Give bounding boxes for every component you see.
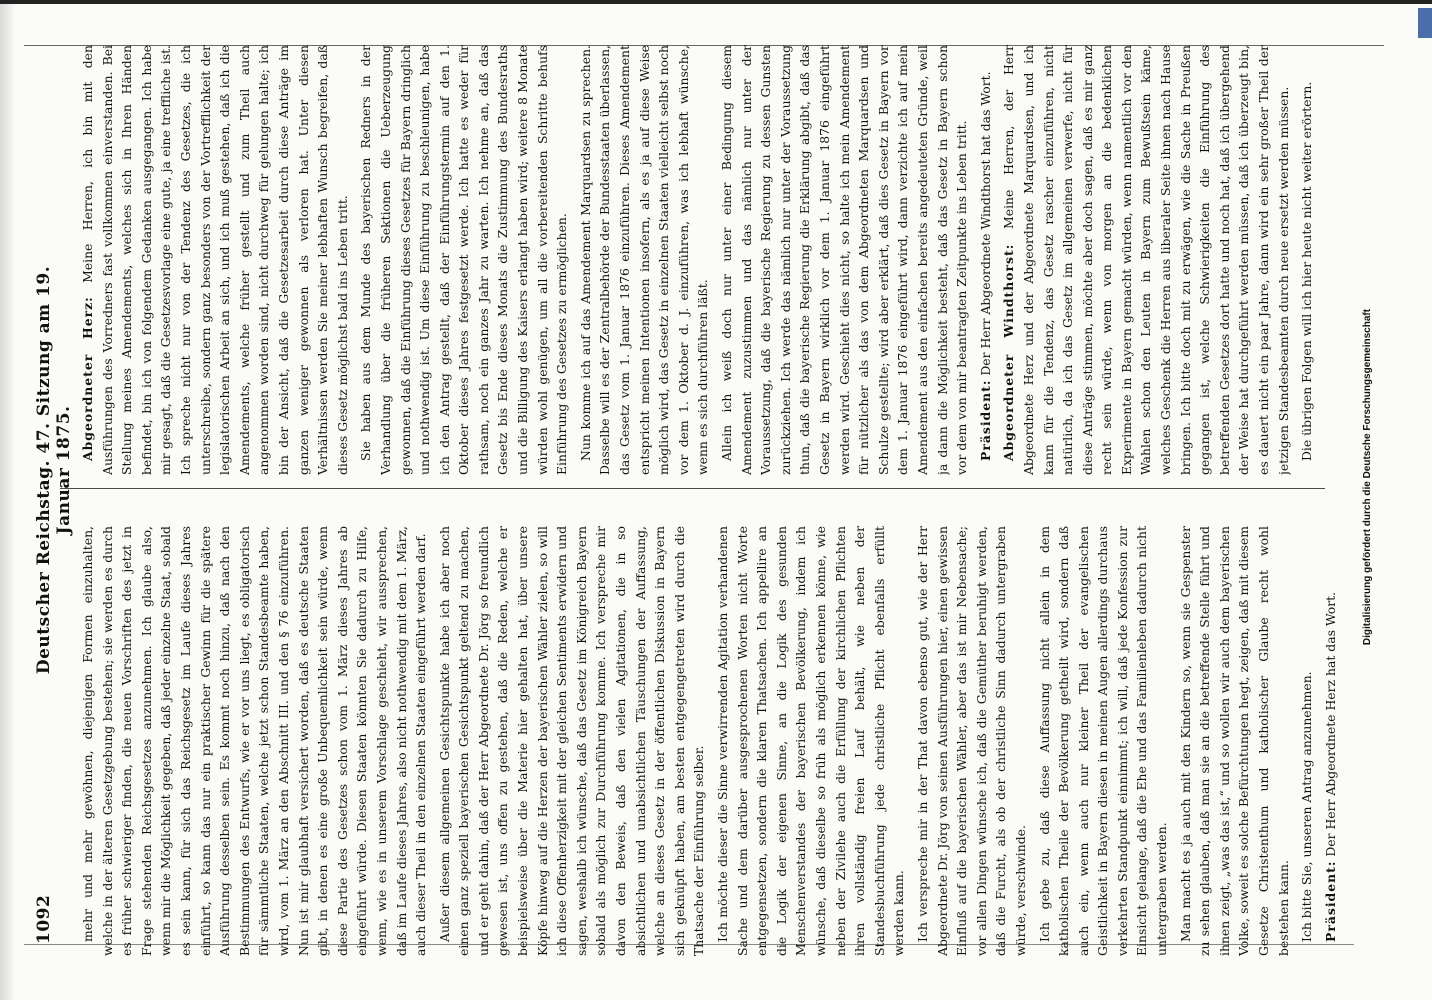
running-title: Deutscher Reichstag. 47. Sitzung am 19. Januar 1875.: [34, 265, 74, 675]
dfg-logo: [1418, 8, 1432, 38]
paragraph: [78, 526, 431, 956]
speaker-name: Abgeordneter Herz:: [80, 296, 95, 461]
paragraph: [976, 45, 996, 475]
paragraph: [1176, 526, 1294, 956]
paragraph-text: Der Herr Abgeordnete Herz hat das Wort.: [1322, 591, 1338, 857]
paragraph-text: Ich gebe zu, daß diese Auffassung nicht allein in dem katholischen Theile der Bevölkerung getheilt wird, sondern daß auch ein, wenn auch nur kleiner Theil der evangelischen Geistlichkeit in Bayern diesen in meinen Augen allerdings durchaus verkehrten Standpunkt einnimmt; ich will, daß jede Konfession zur Einsicht gelange, daß die Ehe und das Familienleben dadurch nicht untergraben werden.: [1036, 526, 1170, 956]
paragraph: [1297, 526, 1317, 956]
paragraph: [78, 45, 352, 475]
paragraph-text: Der Herr Abgeordnete Windthorst hat das Wort.: [977, 71, 993, 376]
scan-border: [0, 0, 1432, 4]
paragraph: [1321, 526, 1341, 956]
speaker-name: Präsident:: [1322, 860, 1338, 942]
paragraph: [1035, 526, 1172, 956]
paragraph: [356, 45, 572, 475]
paragraph-text: Man macht es ja auch mit den Kindern so, wenn sie Gespenster zu sehen glauben, daß man sie an die betreffende Stelle führt und ihnen zeigt, „was das ist,“ und so wollen wir auch dem bayerischen Volke, soweit es solche Befürchtungen hegt, zeigen, daß mit diesem Gesetze Christenthum und katholischer Glaube recht wohl bestehen kann.: [1177, 526, 1291, 956]
paragraph-text: Meine Herren, der Herr Abgeordnete Herz und der Abgeordnete Marquardsen, und ich kann für die Tendenz, das Gesetz rascher einzuführen, nicht natürlich, da ich das Gesetz im allgemeinen verwerfe, nicht für diese Anträge stimmen, möchte aber doch sagen, daß es mir ganz recht sein würde, wenn von morgen an die bedenklichen Experimente in Bayern gemacht würden, wenn namentlich vor den Wahlen schon den Leuten in Bayern zum Bewußtsein käme, welches Geschenk die Herren aus liberaler Seite ihnen nach Hause bringen. Ich bitte doch mit zu erwägen, wie die Sache in Preußen gegangen ist, welche Schwierigkeiten die Einführung des betreffenden Gesetzes dort hatte und noch hat, daß ich übergehend der Weise hat durchgeführt werden müssen, daß ich überzeugt bin, es dauert nicht ein paar Jahre, dann wird ein sehr großer Theil der jetzigen Standesbeamten durch neue ersetzt werden müssen.: [1001, 45, 1291, 475]
paragraph-text: Die übrigen Folgen will ich hier heute nicht weiter erörtern.: [1299, 81, 1315, 461]
paragraph: [576, 45, 713, 475]
paragraph-text: Allein ich weiß doch nur unter einer Bedingung diesem Amendement zuzustimmen und das nämlich nur unter der Voraussetzung, daß die bayerische Regierung zu dessen Gunsten zurückziehen. Ich werde das nämlich nur unter der Voraussetzung thun, daß die bayerische Regierung die Erklärung abgibt, daß das Gesetz in Bayern wirklich vor dem 1. Januar 1876 eingeführt werden wird. Geschieht dies nicht, so halte ich mein Amendement für nützlicher als das von dem Abgeordneten Marquardsen und Schulze gestellte; wird aber erklärt, daß dies Gesetz in Bayern vor dem 1. Januar 1876 eingeführt wird, dann verzichte ich auf mein Amendement aus den einfachen bereits angedeuteten Gründe, weil ja dann die Möglichkeit besteht, daß das Gesetz in Bayern schon vor dem von mir beantragten Zeitpunkte ins Leben tritt.: [719, 45, 970, 475]
page-edge-shadow: [0, 0, 14, 1000]
paragraph-text: Ich bitte Sie, unseren Antrag anzunehmen.: [1299, 671, 1315, 942]
right-column-text: [78, 45, 1317, 475]
left-column: [78, 526, 1378, 956]
speaker-name: Abgeordneter Windthorst:: [1001, 243, 1017, 461]
rotated-page-content: [16, 20, 1416, 980]
paragraph-text: Nun komme ich auf das Amendement Marquardsen zu sprechen. Dasselbe will es der Zentralbehörde der Bundesstaaten überlassen, das Gesetz vom 1. Januar 1876 einzuführen. Dieses Amendement entspricht meinen Intentionen insofern, als es ja auf diese Weise möglich wird, das Gesetz in einzelnen Staaten vielleicht selbst noch vor dem 1. Oktober d. J. einzuführen, was ich lebhaft wünsche, wenn es sich durchführen läßt.: [577, 45, 711, 475]
speaker-name: Präsident:: [977, 379, 993, 461]
paragraph-text: mehr und mehr gewöhnen, diejenigen Formen einzuhalten, welche in der älteren Gesetzgebung bestehen; sie werden es durch es früher schwieriger finden, die neuen Vorschriften des jetzt in Frage stehenden Reichsgesetzes anzunehmen. Ich glaube also, wenn mir die Möglichkeit gegeben, daß jeder einzelne Staat, sobald es sein kann, für sich das Reichsgesetz im Laufe dieses Jahres einführt, so kann das nur ein praktischer Gewinn für die spätere Ausführung desselben sein. Es kommt noch hinzu, daß nach den Bestimmungen des Entwurfs, wie er vor uns liegt, es obligatorisch für sämmtliche Staaten, welche jetzt schon Standesbeamte haben, wird, vom 1. März an den Abschnitt III. und den § 76 einzuführen. Nun ist mir glaubhaft versichert worden, daß es deutsche Staaten gibt, in denen es eine große Unbequemlichkeit sein würde, wenn diese Partie des Gesetzes schon vom 1. März dieses Jahres ab eingeführt würde. Diesen Staaten könnten Sie dadurch zu Hilfe, wenn, wie es in unserem Vorschlage geschieht, wir aussprechen, daß im Laufe dieses Jahres, also nicht nothwendig mit dem 1. März, auch dieser Theil in den einzelnen Staaten eingeführt werden darf.: [80, 526, 429, 956]
paragraph-text: Meine Herren, ich bin mit den Ausführungen des Vorredners fast vollkommen einverstanden. Bei Stellung meines Amendements, welches sich in Ihren Händen befindet, bin ich von folgendem Gedanken ausgegangen. Ich habe mir gesagt, daß die Gesetzesvorlage eine gute, ja eine treffliche ist. Ich spreche nicht nur von der Tendenz des Gesetzes, die ich unterschreibe, sondern ganz besonders von der Vortrefflichkeit der legislatorischen Arbeit an sich, und ich muß gestehen, daß ich die Amendements, welche früher gestellt und zum Theil auch angenommen worden sind, nicht durchweg für gelungen halte; ich bin der Ansicht, daß die Gesetzesarbeit durch diese Anträge im ganzen weniger gewonnen als verloren hat. Unter diesen Verhältnissen werden Sie meiner lebhaften Wunsch begreifen, daß dieses Gesetz möglichst bald ins Leben tritt.: [80, 45, 350, 475]
paragraph-text: Ich möchte dieser die Sinne verwirrenden Agitation verhandenen Sache und dem darüber ausgesprochenen Worten nicht Worte entgegensetzen, sondern die klaren Thatsachen. Ich appellire an die Logik der eigenen Sinne, an die Logik des gesunden Menschenverstandes der bayerischen Bevölkerung, indem ich wünsche, daß dieselbe so früh als möglich erkennen könne, wie neben der Zivilehe auch die Erfüllung der kirchlichen Pflichten ihren vollständig freien Lauf behält, wie neben der Standesbuchführung jede christliche Pflicht ebenfalls erfüllt werden kann.: [715, 526, 907, 956]
paragraph-text: Außer diesem allgemeinen Gesichtspunkte habe ich aber noch einen ganz speziell bayerischen Gesichtspunkt geltend zu machen, und er geht dahin, daß der Herr Abgeordnete Dr. Jörg so freundlich gewesen ist, uns offen zu gestehen, daß die Reden, welche er beispielsweise über die Materie hier gehalten hat, über unsere Köpfe hinweg auf die Herzen der bayerischen Wähler zielen, so will ich diese Offenherzigkeit mit der gleichen Sentiments erwidern und sagen, weshalb ich wünsche, daß das Gesetz im Königreich Bayern sobald als möglich zur Durchführung komme. Ich verspreche mir davon den Beweis, daß den vielen Agitationen, die in so absichtlichen und unabsichtlichen Täuschungen der Auffassung, welche an dieses Gesetz in der öffentlichen Diskussion in Bayern sich geknüpft haben, am besten entgegengetreten wird durch die Thatsache der Einführung selber.: [436, 526, 707, 956]
paragraph: [913, 526, 1031, 956]
digitization-stamp-text: Digitalisierung gefördert durch die Deutsche Forschungsgemeinschaft: [1362, 308, 1373, 646]
paragraph: [1297, 45, 1317, 475]
paragraph: [713, 526, 909, 956]
page-number: 1092: [34, 894, 54, 944]
right-column: [78, 45, 1378, 475]
paragraph: [999, 45, 1293, 475]
paragraph: [717, 45, 972, 475]
paragraph: [435, 526, 709, 956]
paragraph-text: Sie haben aus dem Munde des bayerischen Redners in der Verhandlung über die früheren Sektionen die Ueberzeugung gewonnen, daß die Einführung dieses Gesetzes für Bayern dringlich und nothwendig ist. Um diese Einführung zu beschleunigen, habe ich den Antrag gestellt, daß der Einführungstermin auf den 1. Oktober dieses Jahres festgesetzt werde. Ich hatte es weder für rathsam, noch ein ganzes Jahr zu warten. Ich nehme an, daß das Gesetz bis Ende dieses Monats die Zustimmung des Bundesraths und die Billigung des Kaisers erlangt haben wird; weitere 8 Monate würden wohl genügen, um all die vorbereitenden Schritte behufs Einführung des Gesetzes zu ermöglichen.: [358, 45, 570, 475]
paragraph-text: Ich verspreche mir in der That davon ebenso gut, wie der Herr Abgeordnete Dr. Jörg von seinen Ausführungen hier, einen gewissen Einfluß auf die bayerischen Wähler, aber das ist mir Nebensache; vor allen Dingen wünsche ich, daß die Gemüther beruhigt werden, daß die Furcht, als ob der christliche Sinn dadurch untergraben würde, verschwinde.: [914, 526, 1028, 956]
digitization-stamp: [1362, 308, 1376, 646]
left-column-text: [78, 526, 1340, 956]
